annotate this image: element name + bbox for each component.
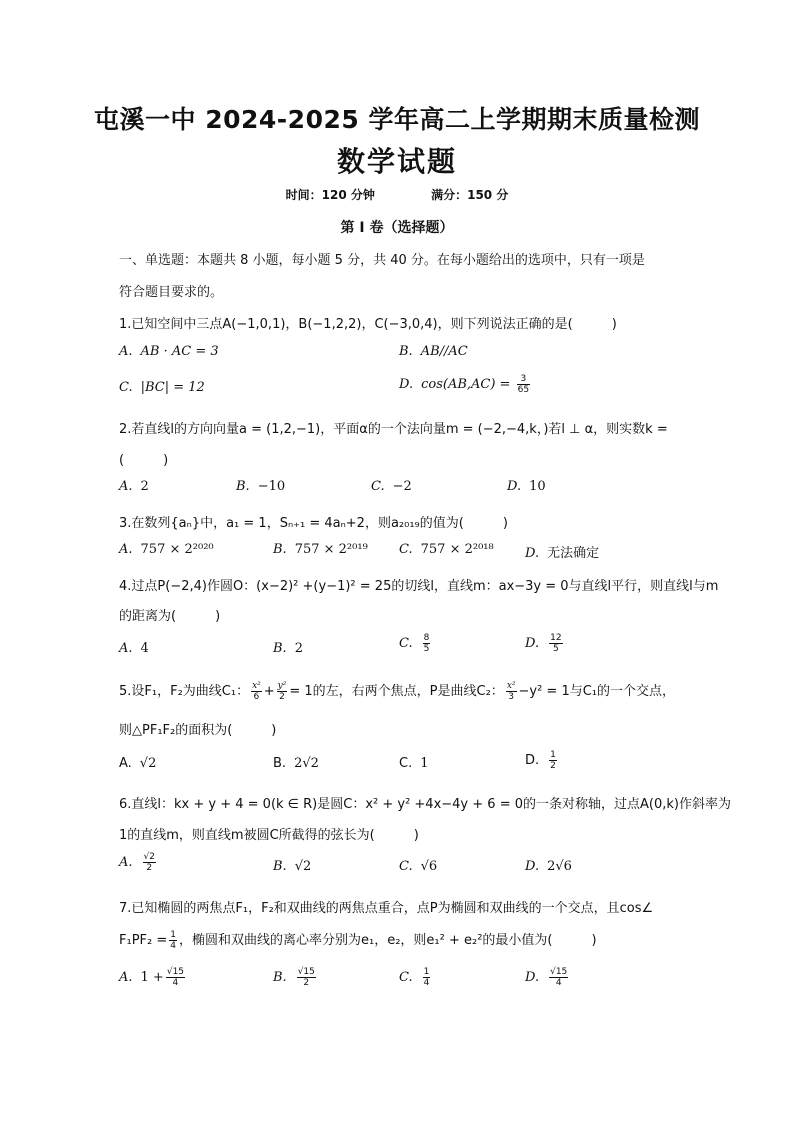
section-intro-line1: 一、单选题：本题共 8 小题，每小题 5 分，共 40 分。在每小题给出的选项中，只有一项是 [119, 253, 645, 268]
q4-d-fraction [549, 633, 562, 654]
option-letter: A. [119, 479, 133, 494]
q5-option-a [119, 756, 156, 771]
option-letter: B. [273, 542, 287, 557]
q7-c-fraction [423, 967, 431, 988]
q7-stem-cont [119, 929, 689, 951]
option-letter: D. [507, 479, 522, 494]
option-letter: C. [399, 970, 413, 985]
q2-d-value: 10 [529, 479, 546, 494]
denominator: 65 [517, 385, 530, 395]
exam-title: 屯溪一中 2024-2025 学年高二上学期期末质量检测 [94, 105, 700, 134]
option-letter: C. [399, 859, 413, 874]
option-letter: A. [119, 855, 133, 870]
q7-stem: 7.已知椭圆的两焦点F₁，F₂和双曲线的两焦点重合，点P为椭圆和双曲线的一个交点，且cos∠ [119, 901, 654, 916]
q7-a-prefix: 1 + [140, 970, 164, 985]
denominator: 5 [552, 644, 559, 654]
q6-stem-cont: 1的直线m，则直线m被圆C所截得的弦长为( ) [119, 828, 419, 843]
option-letter: A. [119, 542, 133, 557]
q6-stem: 6.直线l：kx + y + 4 = 0(k ∈ R)是圆C：x² + y² +4x−4y + 6 = 0的一条对称轴，过点A(0,k)作斜率为 [119, 797, 731, 812]
option-letter: D. [525, 859, 540, 874]
denominator: 2 [303, 978, 310, 988]
option-letter: B. [399, 344, 413, 359]
denominator: 4 [172, 978, 179, 988]
q3-option-b [273, 542, 368, 557]
option-letter: B. [273, 641, 287, 656]
q2-a-value: 2 [140, 479, 149, 494]
q5-option-c [399, 756, 429, 771]
denominator: 2 [146, 863, 153, 873]
q2-b-value: −10 [257, 479, 286, 494]
denominator: 3 [508, 692, 515, 702]
q7-option-c [399, 967, 432, 988]
q5-fraction-1 [251, 681, 262, 702]
numerator: 12 [550, 633, 562, 643]
option-letter: D. [525, 636, 540, 651]
q7-option-b [273, 967, 318, 988]
numerator: x² [506, 681, 516, 691]
numerator: 1 [423, 967, 430, 977]
denominator: 2 [550, 761, 556, 771]
section-intro-line2: 符合题目要求的。 [119, 285, 224, 300]
numerator: √15 [297, 967, 315, 977]
q1-d-prefix: cos(AB,AC) = [421, 377, 511, 392]
q5-a-value: √2 [139, 756, 157, 771]
q6-option-d [525, 859, 572, 874]
q4-stem: 4.过点P(−2,4)作圆O：(x−2)² +(y−1)² = 25的切线l，直线m：ax−3y = 0与直线l平行，则直线l与m [119, 579, 719, 594]
q5-fraction-2 [277, 681, 288, 702]
q5-stem-part-b: = 1的左，右两个焦点，P是曲线C₂： [289, 684, 504, 699]
q7-stem-part-b: ，椭圆和双曲线的离心率分别为e₁，e₂，则e₁² + e₂²的最小值为( ) [178, 933, 597, 948]
q1-d-fraction [517, 374, 530, 395]
q6-c-value: √6 [420, 859, 438, 874]
numerator: 8 [423, 633, 430, 643]
q4-stem-cont: 的距离为( ) [119, 609, 221, 624]
denominator: 5 [423, 644, 430, 654]
q2-stem: 2.若直线l的方向向量a = (1,2,−1)，平面α的一个法向量m = (−2,−4,k，)若l ⊥ α，则实数k = [119, 422, 668, 437]
q2-c-value: −2 [392, 479, 412, 494]
q6-option-c [399, 859, 437, 874]
exam-meta [0, 186, 794, 203]
volume-heading: 第 I 卷（选择题） [340, 220, 454, 236]
option-letter: C. [119, 380, 133, 395]
numerator: 1 [170, 930, 176, 940]
q5-c-value: 1 [420, 756, 429, 771]
option-letter: B. [273, 859, 287, 874]
q4-option-d [525, 633, 565, 654]
exam-subtitle: 数学试题 [336, 145, 457, 178]
q7-a-fraction [166, 967, 185, 988]
numerator: y² [277, 681, 287, 691]
denominator: 2 [279, 692, 285, 702]
q2-option-a [119, 479, 149, 494]
q3-option-d [525, 542, 599, 561]
q2-option-c [371, 479, 412, 494]
q6-a-fraction [143, 852, 156, 873]
denominator: 6 [253, 692, 260, 702]
option-letter: C. [399, 636, 413, 651]
q3-option-a [119, 542, 214, 557]
option-letter: C. [371, 479, 385, 494]
q6-d-value: 2√6 [547, 859, 572, 874]
q6-b-value: √2 [294, 859, 312, 874]
q6-option-a [119, 852, 158, 873]
option-letter: A. [119, 344, 133, 359]
q4-option-c [399, 633, 432, 654]
q1-c-value: |BC| = 12 [140, 380, 205, 395]
option-letter: D. [525, 546, 540, 561]
numerator: x² [252, 681, 261, 691]
q7-b-fraction [297, 967, 316, 988]
q1-option-b [399, 344, 468, 359]
q1-option-d [399, 374, 532, 395]
q5-stem [119, 680, 689, 702]
q7-stem-part-a: F₁PF₂ = [119, 933, 168, 948]
q2-option-d [507, 479, 546, 494]
q7-option-d [525, 967, 570, 988]
option-letter: B. [236, 479, 250, 494]
option-letter: D. [525, 753, 540, 768]
numerator: √15 [550, 967, 568, 977]
denominator: 4 [555, 978, 562, 988]
q4-option-b [273, 641, 303, 656]
numerator: √2 [143, 852, 155, 862]
option-letter: A. [119, 970, 133, 985]
q1-stem: 1.已知空间中三点A(−1,0,1)，B(−1,2,2)，C(−3,0,4)，则下列说法正确的是( ) [119, 317, 617, 332]
q5-stem-cont: 则△PF₁F₂的面积为( ) [119, 723, 277, 738]
q4-b-value: 2 [294, 641, 303, 656]
exam-score: 满分：150 分 [431, 188, 509, 202]
q5-option-b [273, 756, 319, 771]
q3-a-value: 757 × 2²⁰²⁰ [140, 542, 214, 557]
option-letter: A. [119, 756, 132, 771]
q4-c-fraction [423, 633, 431, 654]
q1-option-a [119, 344, 219, 359]
q3-b-value: 757 × 2²⁰¹⁹ [294, 542, 368, 557]
q1-option-c [119, 380, 205, 395]
q5-d-fraction [549, 750, 557, 771]
q5-b-value: 2√2 [294, 756, 319, 771]
plus-sign: + [263, 684, 275, 699]
q7-d-fraction [549, 967, 568, 988]
option-letter: D. [525, 970, 540, 985]
numerator: √15 [166, 967, 185, 977]
q4-option-a [119, 641, 149, 656]
numerator: 3 [517, 374, 530, 385]
q4-a-value: 4 [140, 641, 149, 656]
q7-stem-fraction [169, 930, 177, 951]
numerator: 1 [550, 750, 556, 760]
q2-stem-cont: ( ) [119, 453, 169, 468]
q3-d-value: 无法确定 [547, 546, 600, 561]
q1-b-value: AB//AC [420, 344, 468, 359]
q2-option-b [236, 479, 285, 494]
q5-stem-part-c: −y² = 1与C₁的一个交点， [518, 684, 676, 699]
option-letter: B. [273, 756, 287, 771]
option-letter: C. [399, 542, 413, 557]
q5-stem-part-a: 5.设F₁，F₂为曲线C₁： [119, 684, 250, 699]
q1-a-value: AB · AC = 3 [140, 344, 219, 359]
option-letter: C. [399, 756, 413, 771]
denominator: 4 [423, 978, 430, 988]
option-letter: B. [273, 970, 287, 985]
q3-stem: 3.在数列{aₙ}中，a₁ = 1，Sₙ₊₁ = 4aₙ+2，则a₂₀₁₉的值为( ) [119, 516, 508, 531]
q3-option-c [399, 542, 494, 557]
denominator: 4 [170, 941, 176, 951]
option-letter: D. [399, 377, 414, 392]
q5-fraction-3 [506, 681, 517, 702]
q6-option-b [273, 859, 311, 874]
option-letter: A. [119, 641, 133, 656]
q5-option-d [525, 750, 559, 771]
q7-option-a [119, 967, 187, 988]
exam-time: 时间：120 分钟 [285, 188, 375, 202]
q3-c-value: 757 × 2²⁰¹⁸ [420, 542, 494, 557]
